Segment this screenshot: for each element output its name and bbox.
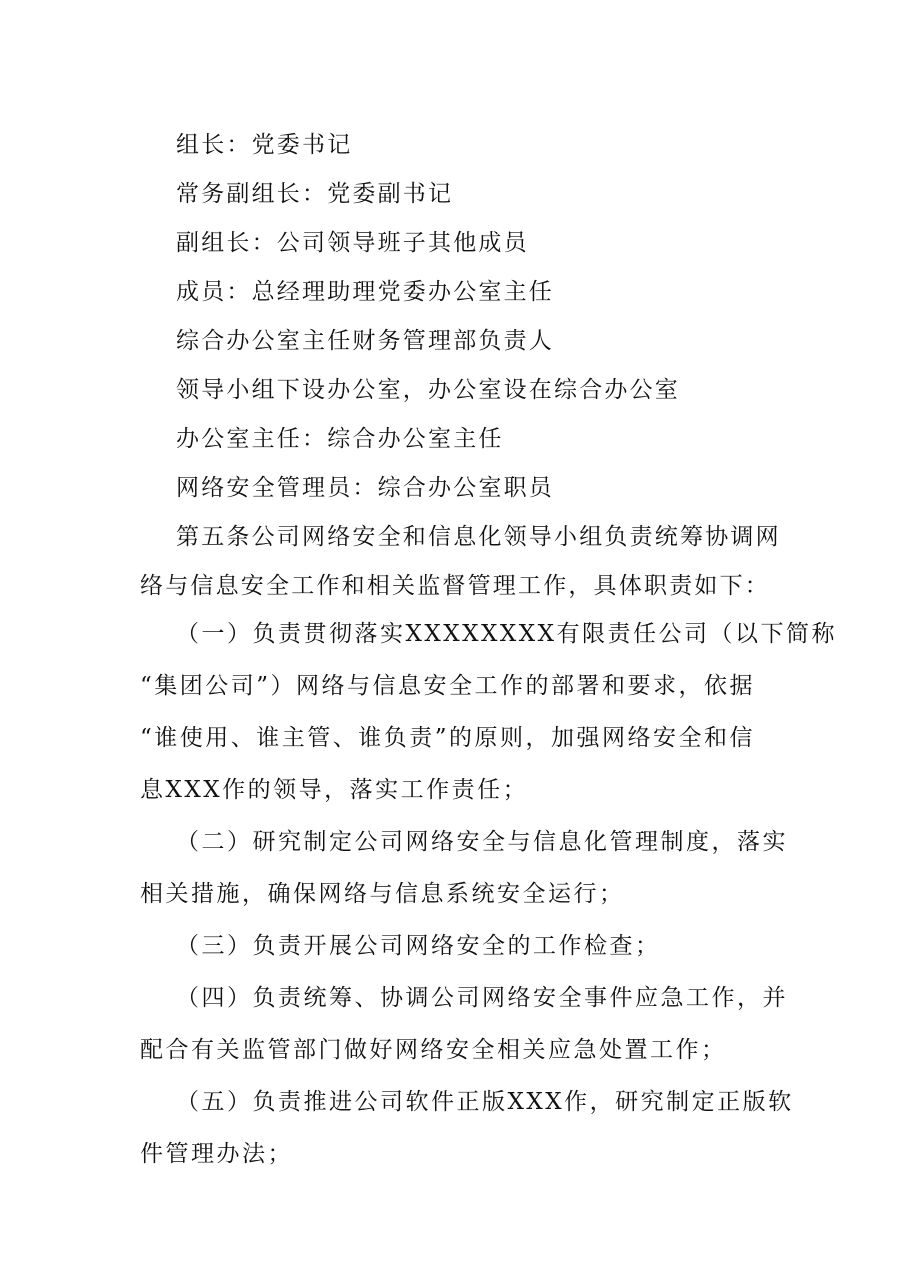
- member-line-leader: 组长：党委书记: [176, 132, 353, 158]
- article5-line-1: 第五条公司网络安全和信息化领导小组负责统筹协调网: [176, 524, 781, 550]
- member-line-office-director: 办公室主任：综合办公室主任: [176, 426, 504, 452]
- duty-1-line-4: 息XXX作的领导，落实工作责任；: [140, 777, 529, 803]
- duty-1-line-1: （一）负责贯彻落实XXXXXXXX有限责任公司（以下简称: [176, 621, 837, 647]
- member-line-security-admin: 网络安全管理员：综合办公室职员: [176, 475, 554, 501]
- duty-4-line-2: 配合有关监管部门做好网络安全相关应急处置工作；: [140, 1037, 727, 1063]
- member-list: [140, 121, 780, 611]
- duty-2-line-2: 相关措施，确保网络与信息系统安全运行；: [140, 881, 625, 907]
- member-line-office-setup: 领导小组下设办公室，办公室设在综合办公室: [176, 377, 680, 403]
- member-line-deputy: 副组长：公司领导班子其他成员: [176, 230, 529, 256]
- article5-line-2: 络与信息安全工作和相关监督管理工作，具体职责如下：: [140, 573, 770, 599]
- duty-5-line-2: 件管理办法；: [140, 1141, 293, 1167]
- duty-2-line-1: （二）研究制定公司网络安全与信息化管理制度，落实: [176, 829, 788, 855]
- duty-1-line-2: “集团公司”）网络与信息安全工作的部署和要求，依据: [140, 673, 756, 699]
- member-line-executive-deputy: 常务副组长：党委副书记: [176, 181, 454, 207]
- duty-3-line-1: （三）负责开展公司网络安全的工作检查；: [176, 933, 661, 959]
- member-line-members: 成员：总经理助理党委办公室主任: [176, 279, 554, 305]
- member-line-members-cont: 综合办公室主任财务管理部负责人: [176, 328, 554, 354]
- duty-5-line-1: （五）负责推进公司软件正版XXX作，研究制定正版软: [176, 1089, 794, 1115]
- duty-list: [140, 608, 837, 1180]
- duty-1-line-3: “谁使用、谁主管、谁负责”的原则，加强网络安全和信: [140, 725, 756, 751]
- duty-4-line-1: （四）负责统筹、协调公司网络安全事件应急工作，并: [176, 985, 788, 1011]
